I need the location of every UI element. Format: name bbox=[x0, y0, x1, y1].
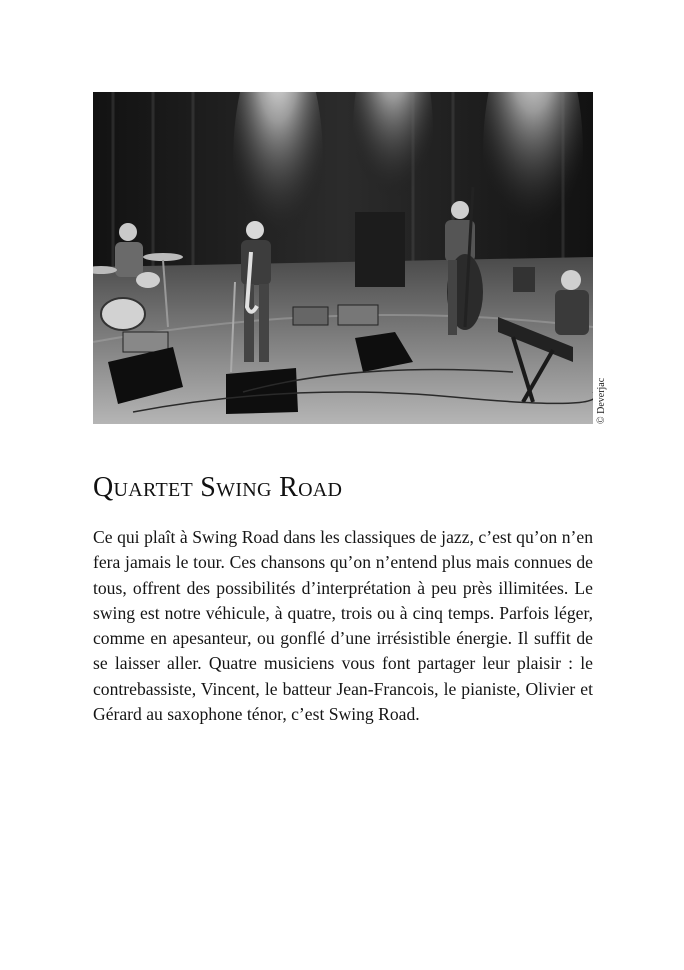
concert-photo bbox=[93, 92, 593, 424]
article-title: Quartet Swing Road bbox=[93, 472, 343, 503]
photo-credit: © Deverjac bbox=[596, 377, 607, 424]
article-body: Ce qui plaît à Swing Road dans les classiques de jazz, c’est qu’on n’en fera jamais le tour. Ces chansons qu’on n’entend plus mais connues de tous, offrent des possibilités d’interprétation à peu près illimitées. Le swing est notre véhicule, à quatre, trois ou à cinq temps. Parfois léger, comme en apesanteur, ou gonflé d’une irrésistible énergie. Il suffit de se laisser aller. Quatre musiciens vous font partager leur plaisir : le contrebassiste, Vincent, le batteur Jean-Francois, le pianiste, Olivier et Gérard au saxophone ténor, c’est Swing Road. bbox=[93, 527, 593, 725]
